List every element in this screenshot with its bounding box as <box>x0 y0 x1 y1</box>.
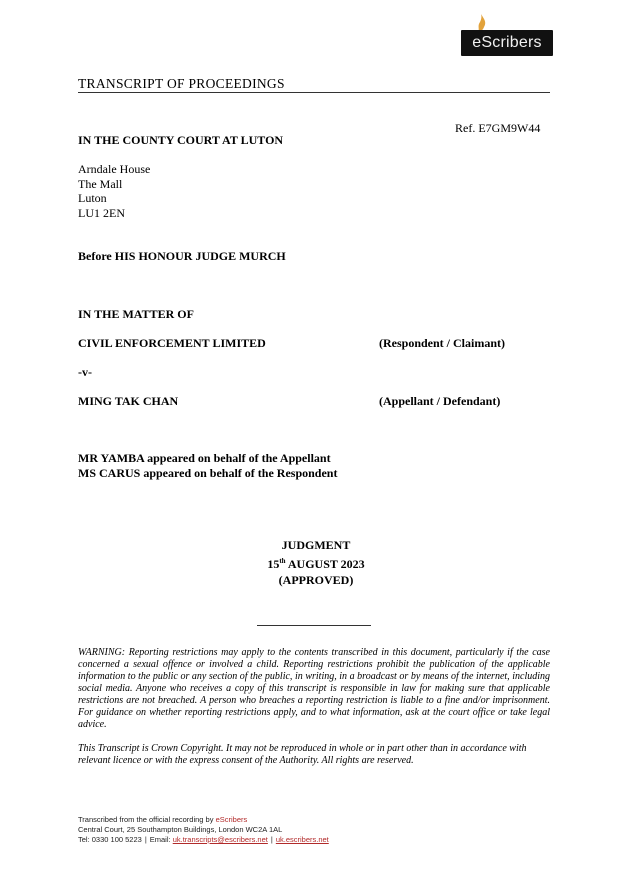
judgment-date: 15th AUGUST 2023 <box>267 557 365 571</box>
party1-name: CIVIL ENFORCEMENT LIMITED <box>78 336 266 350</box>
footer-email-link[interactable]: uk.transcripts@escribers.net <box>172 835 268 844</box>
logo-text: eScribers <box>472 34 542 51</box>
warning-notice: WARNING: Reporting restrictions may apply to the contents transcribed in this document, particularly if the case concerned a sexual offence or involved a child. Reporting restrictions prohibit the publication of the applicable information to the public or any section of the public, in writing, in a broadcast or by means of the internet, including social media. Anyone who receives a copy of this transcript is responsible in law for making sure that applicable restrictions are not breached. A person who breaches a reporting restriction is liable to a fine and/or imprisonment. For guidance on whether reporting restrictions apply, and to what information, ask at the court office or take legal advice. <box>78 647 550 730</box>
footer-email-label: Email: <box>149 835 171 844</box>
judge-line: Before HIS HONOUR JUDGE MURCH <box>78 249 286 263</box>
appearance-appellant: MR YAMBA appeared on behalf of the Appellant <box>78 451 331 465</box>
matter-heading: IN THE MATTER OF <box>78 307 194 321</box>
party2-role: (Appellant / Defendant) <box>379 394 501 408</box>
court-address <box>78 162 150 220</box>
court-name: IN THE COUNTY COURT AT LUTON <box>78 133 284 147</box>
party2-name: MING TAK CHAN <box>78 394 179 408</box>
judgment-status: (APPROVED) <box>278 573 354 587</box>
footer-website-link[interactable]: uk.escribers.net <box>275 835 329 844</box>
footer-line1: Transcribed from the official recording by eScribers <box>78 815 248 824</box>
footer <box>78 815 329 845</box>
address-line: Luton <box>78 191 107 205</box>
footer-brand: eScribers <box>215 815 248 824</box>
footer-tel: Tel: 0330 100 5223 <box>78 835 142 844</box>
versus: -v- <box>78 365 92 379</box>
header-divider <box>78 92 550 93</box>
footer-contact: Tel: 0330 100 5223 | Email: uk.transcripts@escribers.net | uk.escribers.net <box>78 835 329 844</box>
judgment-title: JUDGMENT <box>281 538 351 552</box>
section-divider <box>257 625 371 626</box>
party1-role: (Respondent / Claimant) <box>379 336 506 350</box>
reference-number: Ref. E7GM9W44 <box>455 121 541 135</box>
address-line: LU1 2EN <box>78 205 125 220</box>
appearance-respondent: MS CARUS appeared on behalf of the Respondent <box>78 466 338 480</box>
copyright-notice: This Transcript is Crown Copyright. It may not be reproduced in whole or in part other than in accordance with relevant licence or with the express consent of the Authority. All rights are reserved. <box>78 743 527 766</box>
escribers-logo <box>461 20 553 58</box>
judgment-block <box>200 537 432 588</box>
address-line: The Mall <box>78 176 123 191</box>
footer-address: Central Court, 25 Southampton Buildings, London WC2A 1AL <box>78 825 283 834</box>
document-title: TRANSCRIPT OF PROCEEDINGS <box>78 76 285 91</box>
address-line: Arndale House <box>78 162 151 176</box>
